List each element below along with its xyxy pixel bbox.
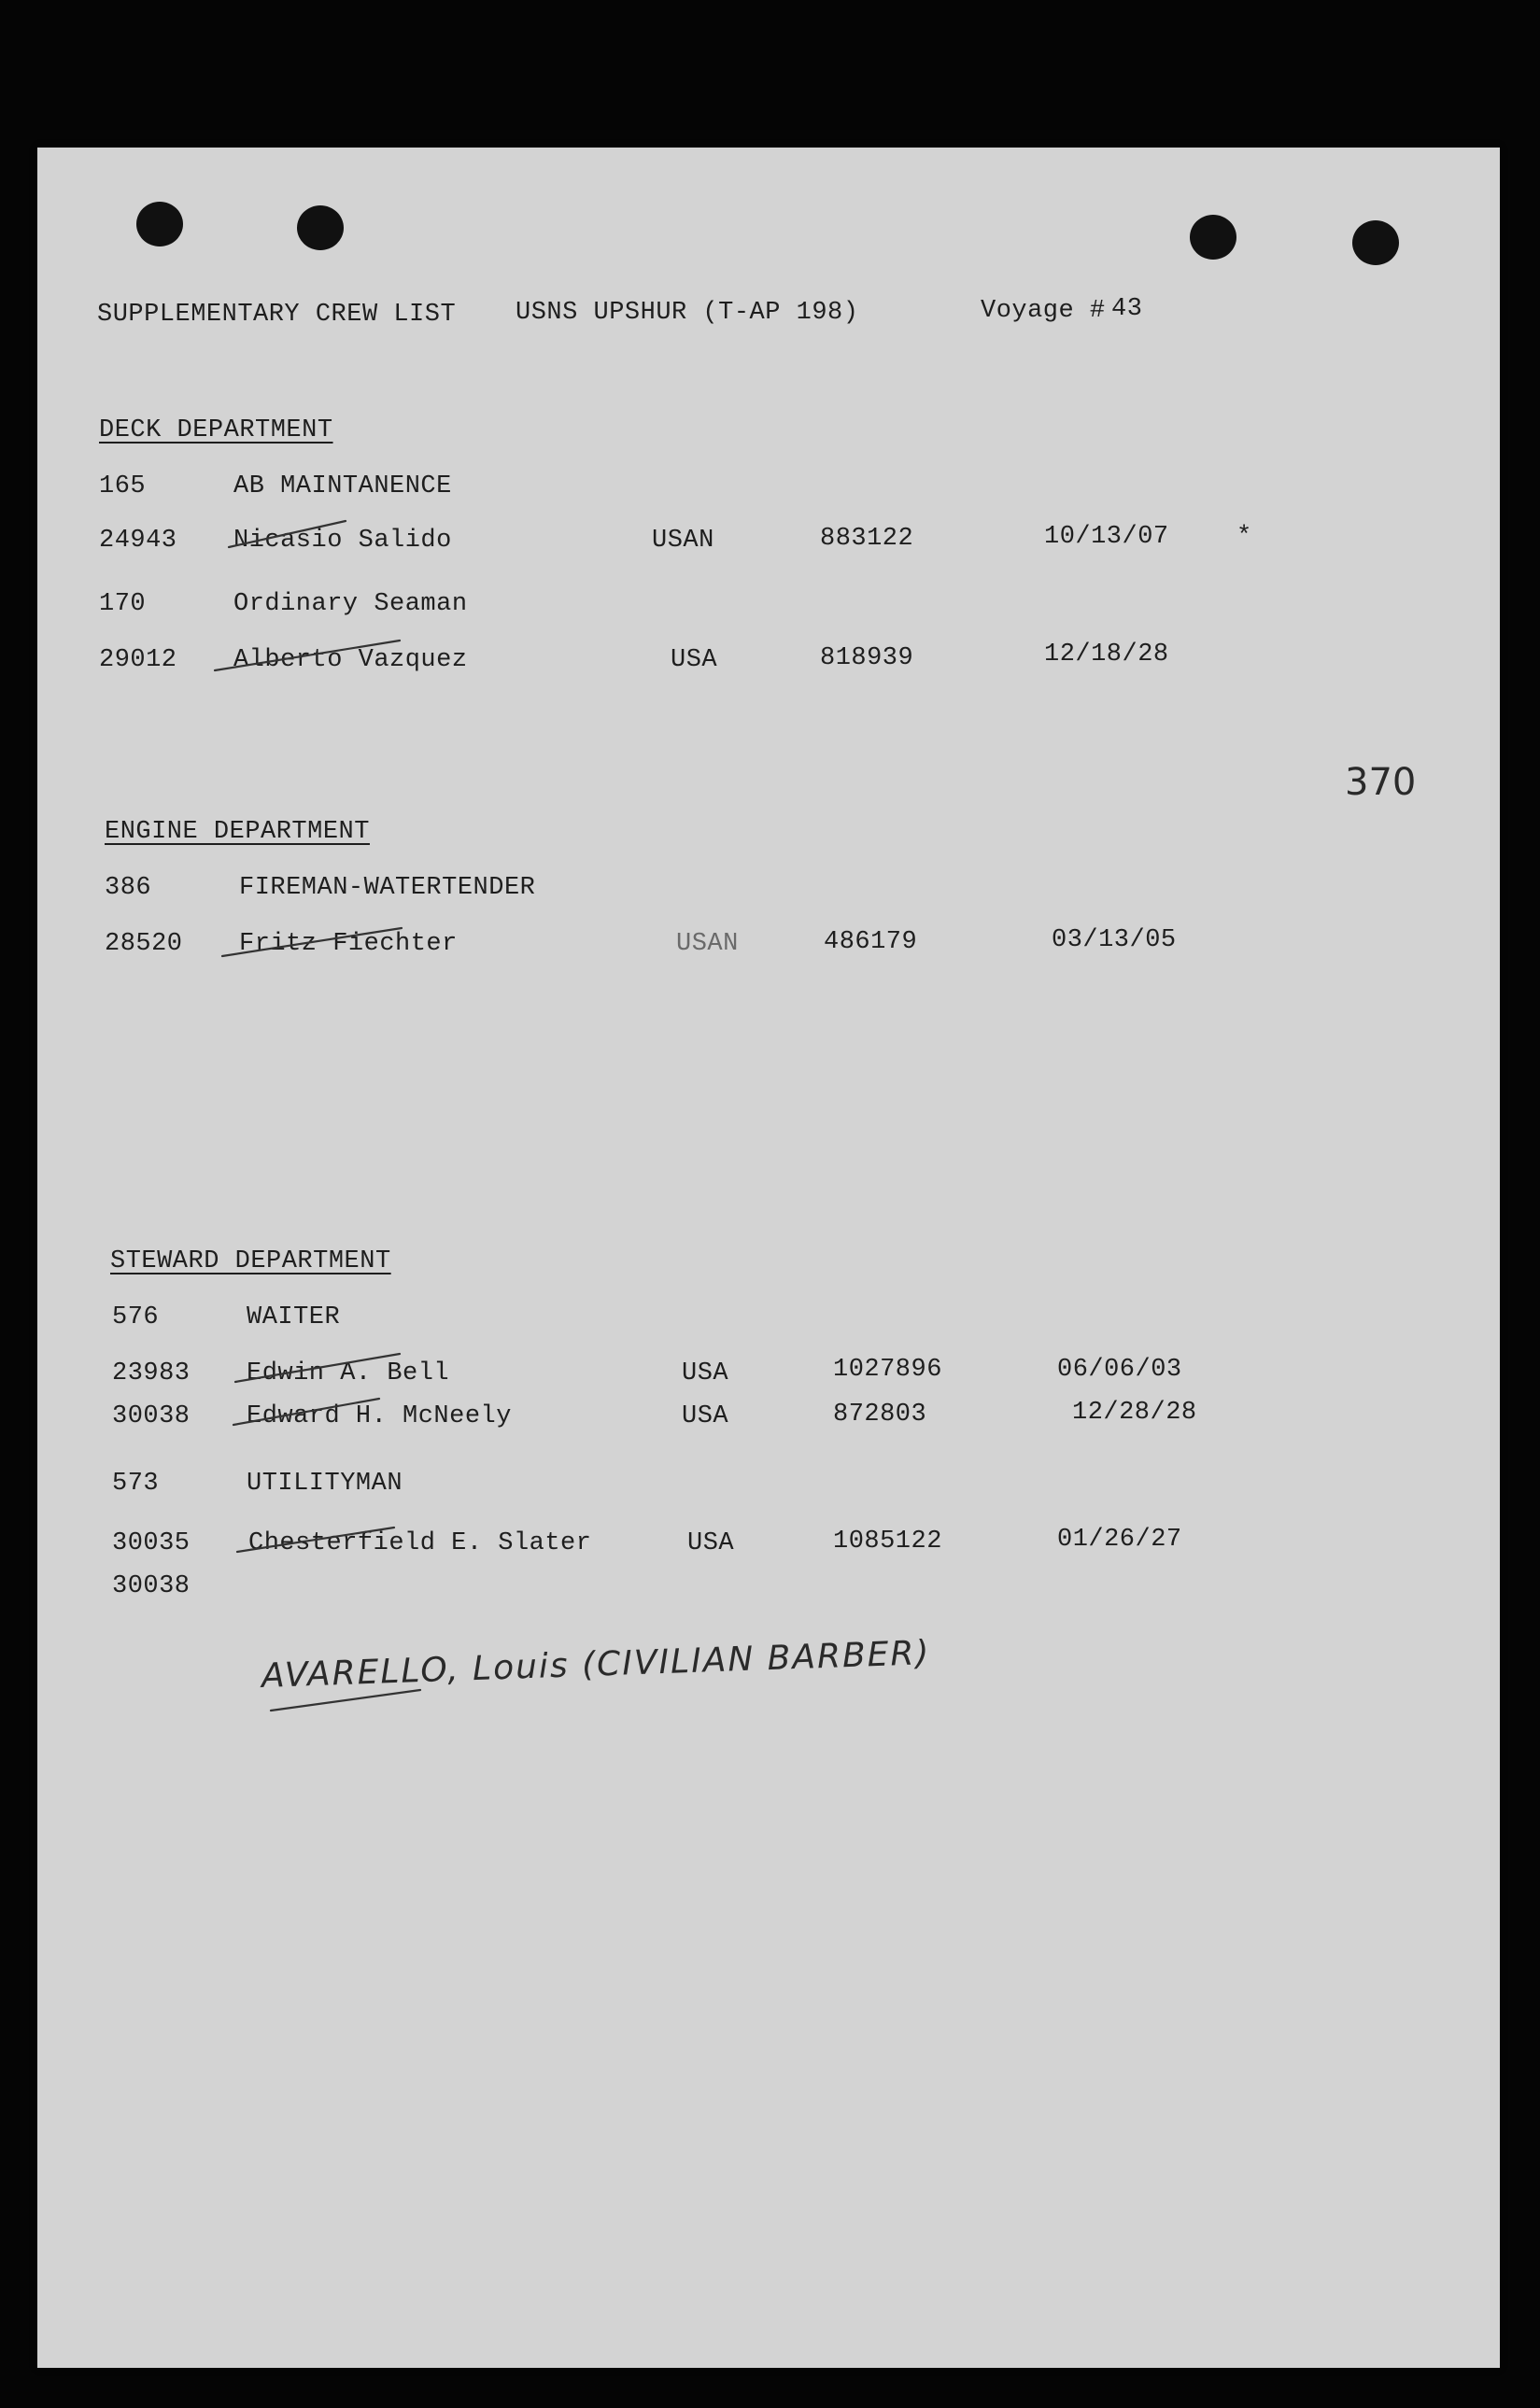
crew-name: Edward H. McNeely [247,1402,512,1430]
crew-name: Alberto Vazquez [233,646,468,674]
crew-date: 01/26/27 [1057,1526,1182,1554]
punch-hole-right-1 [1190,215,1236,260]
rating-title: WAITER [247,1303,341,1331]
crew-nationality: USA [682,1359,729,1387]
punch-hole-left-2 [297,205,344,250]
punch-hole-right-2 [1352,220,1399,265]
rating-code: 573 [112,1470,160,1498]
crew-nationality: USAN [652,527,714,555]
rating-code: 165 [99,472,147,500]
crew-name: Chesterfield E. Slater [248,1529,592,1557]
crew-id: 30035 [112,1529,191,1557]
rating-title: AB MAINTANENCE [233,472,452,500]
crew-id: 29012 [99,646,177,674]
crew-date: 12/18/28 [1044,641,1169,669]
punch-hole-left-1 [136,202,183,246]
crew-nationality: USA [671,646,718,674]
rating-title: FIREMAN-WATERTENDER [239,874,536,902]
crew-id: 24943 [99,527,177,555]
crew-name: Fritz Fiechter [239,930,458,958]
crew-date: 06/06/03 [1057,1356,1182,1384]
crew-id: 28520 [105,930,183,958]
crew-number: 486179 [824,928,918,956]
crew-nationality: USAN [676,930,739,958]
crew-list-page [37,148,1500,2368]
crew-number: 818939 [820,644,914,672]
crew-number: 1085122 [833,1528,942,1556]
crew-id-extra: 30038 [112,1572,191,1600]
rating-title: UTILITYMAN [247,1470,403,1498]
rating-code: 576 [112,1303,160,1331]
crew-name: Nicasio Salido [233,527,452,555]
rating-code: 386 [105,874,152,902]
department-title-steward: STEWARD DEPARTMENT [110,1247,391,1275]
list-title: SUPPLEMENTARY CREW LIST [97,301,457,329]
crew-id: 23983 [112,1359,191,1387]
crew-name: Edwin A. Bell [247,1359,450,1387]
rating-code: 170 [99,590,147,618]
crew-date: 03/13/05 [1052,926,1177,954]
department-title-engine: ENGINE DEPARTMENT [105,818,370,846]
handwritten-note: AVARELLO, Louis (CIVILIAN BARBER) [261,1633,932,1696]
crew-nationality: USA [682,1402,729,1430]
ship-name: USNS UPSHUR (T-AP 198) [516,299,859,327]
crew-date: 10/13/07 [1044,523,1169,551]
rating-title: Ordinary Seaman [233,590,468,618]
crew-id: 30038 [112,1402,191,1430]
crew-date: 12/28/28 [1072,1399,1197,1427]
crew-number: 1027896 [833,1356,942,1384]
crew-number: 872803 [833,1401,927,1429]
voyage-label: Voyage # [981,297,1106,325]
page-number: 370 [1345,761,1417,804]
voyage-number: 43 [1111,295,1143,323]
crew-nationality: USA [687,1529,735,1557]
crew-note: * [1236,523,1252,551]
crew-number: 883122 [820,525,914,553]
department-title-deck: DECK DEPARTMENT [99,416,333,444]
